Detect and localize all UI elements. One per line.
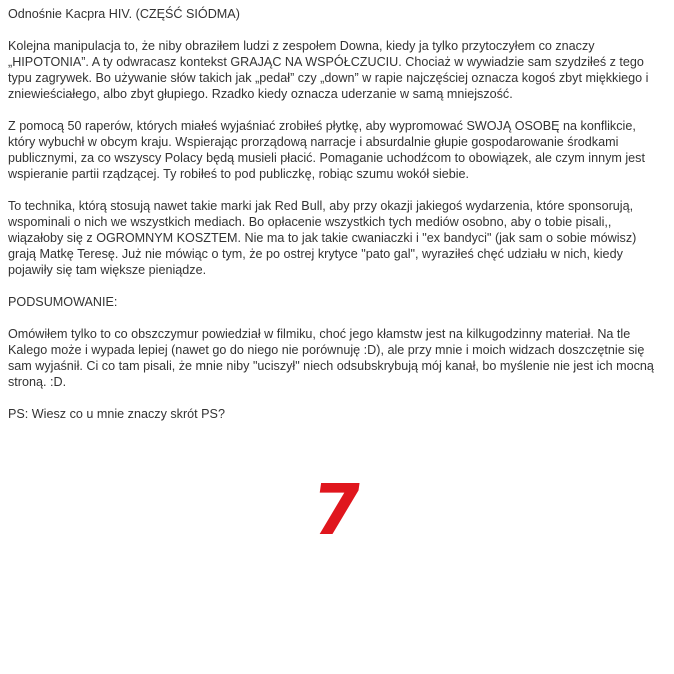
section-heading-podsumowanie: PODSUMOWANIE: (8, 295, 118, 309)
document-title: Odnośnie Kacpra HIV. (CZĘŚĆ SIÓDMA) (8, 7, 240, 21)
paragraph-technika: To technika, którą stosują nawet takie marki jak Red Bull, aby przy okazji jakiegoś wydarzenia, które sponsorują, wspominali o nich we wszystkich mediach. Bo opłacenie wszystkich tych mediów osobno, aby o tobie pisali,, wiązałoby się z OGROMNYM KOSZTEM. Nie ma to jak takie cwaniaczki i "ex bandyci" (jak sam o sobie mówisz) grają Matkę Teresę. Już nie mówiąc o tym, że po ostrej krytyce "pato gal", wyraziłeś chęć udziału w nich, kiedy pojawiły się tam większe pieniądze. (8, 199, 637, 277)
paragraph-podsumowanie: Omówiłem tylko to co obszczymur powiedział w filmiku, choć jego kłamstw jest na kilkugodzinny materiał. Na tle Kalego może i wypada lepiej (nawet go do niego nie porównuję :D), ale przy mnie i moich widzach doszczętnie się sam wyjaśnił. Ci co tam pisali, że mnie niby "uciszył" niech odsubskrybują mój kanał, bo myślenie nie jest ich mocną stroną. :D. (8, 327, 654, 389)
paragraph-raperzy: Z pomocą 50 raperów, których miałeś wyjaśniać zrobiłeś płytkę, aby wypromować SWOJĄ OSOBĘ na konflikcie, który wybuchł w obcym kraju. Wspierając prorządową narracje i absurdalnie głupie gospodarowanie środkami publicznymi, za co wszyscy Polacy będą musieli płacić. Pomaganie uchodźcom to obowiązek, ale czym innym jest wspieranie partii rządzącej. Ty robiłeś to pod publiczkę, robiąc szumu wokół siebie. (8, 119, 645, 181)
document-body (8, 6, 666, 438)
paragraph-hipotonia: Kolejna manipulacja to, że niby obraziłem ludzi z zespołem Downa, kiedy ja tylko przytoczyłem co znaczy „HIPOTONIA”. A ty odwracasz kontekst GRAJĄC NA WSPÓŁCZUCIU. Chociaż w wywiadzie sam szydziłeś z tego typu zagrywek. Bo używanie słów takich jak „pedał” czy „down” w rapie najczęściej oznacza kogoś zbyt miękkiego i zniewieściałego, albo zbyt głupiego. Rzadko kiedy oznacza uderzanie w samą mniejszość. (8, 39, 649, 101)
paragraph-ps: PS: Wiesz co u mnie znaczy skrót PS? (8, 407, 225, 421)
page-number: 7 (306, 469, 368, 551)
